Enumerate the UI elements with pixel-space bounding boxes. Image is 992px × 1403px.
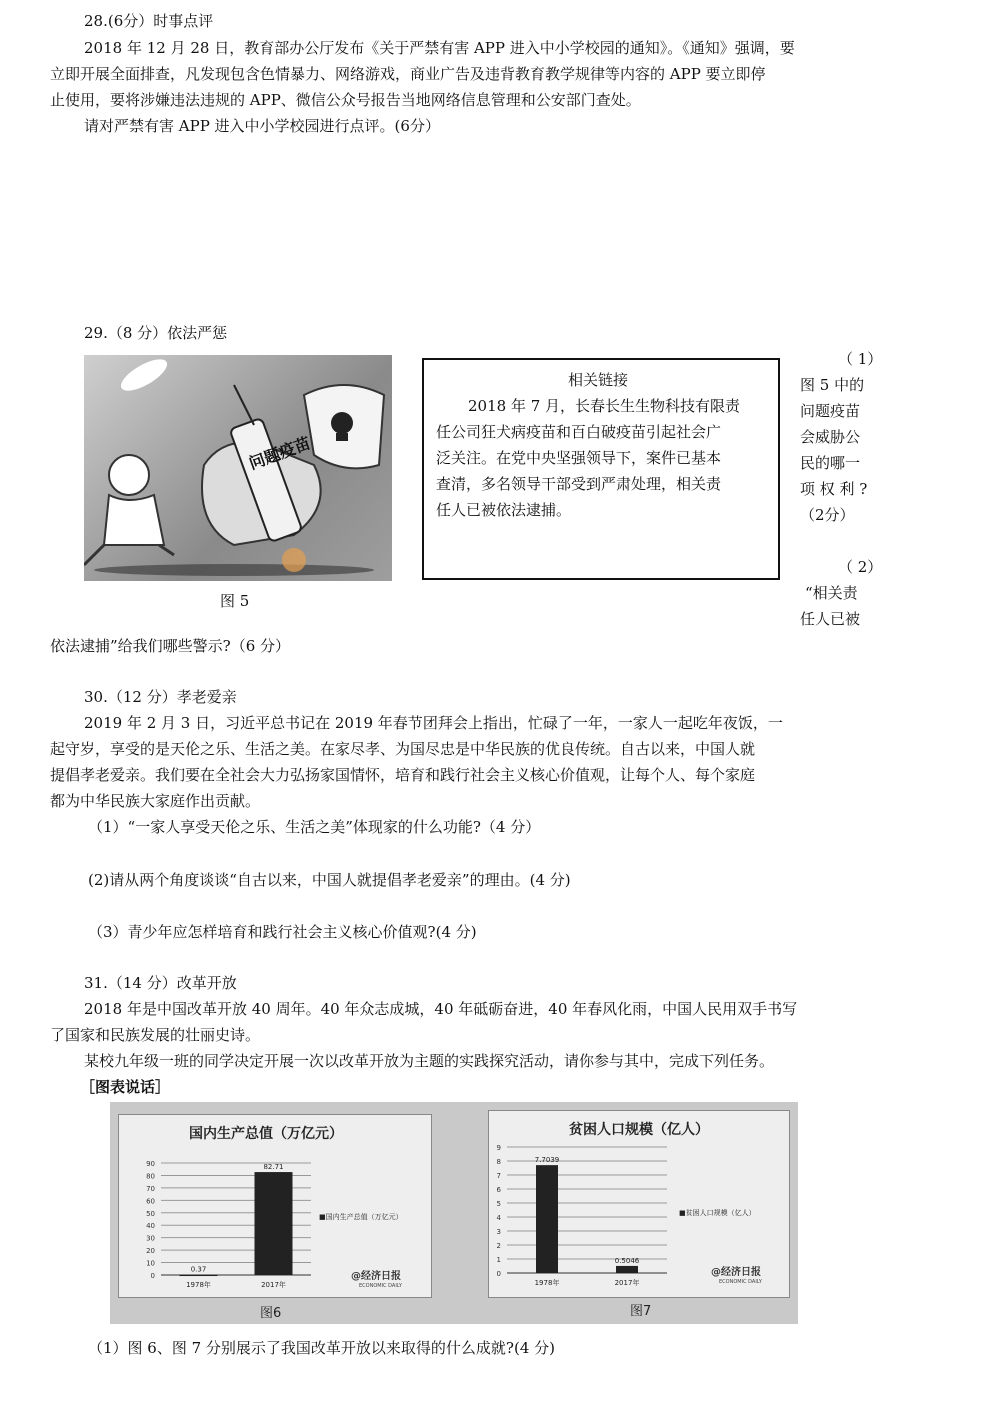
y-tick-label: 80 — [146, 1172, 155, 1181]
y-tick-label: 6 — [496, 1186, 501, 1194]
y-tick-label: 4 — [496, 1214, 501, 1222]
bar — [180, 1275, 218, 1277]
q30-line-1: 2019 年 2 月 3 日，习近平总书记在 2019 年春节团拜会上指出，忙碌了一年，一家人一起吃年夜饭，一 — [84, 714, 783, 732]
bar — [536, 1165, 558, 1273]
q30-sub-1: （1）“一家人享受天伦之乐、生活之美”体现家的什么功能?（4 分） — [88, 818, 541, 836]
y-tick-label: 8 — [496, 1158, 501, 1166]
q28-line-1: 2018 年 12 月 28 日，教育部办公厅发布《关于严禁有害 APP 进入中小学校园的通知》。《通知》强调，要 — [84, 39, 795, 57]
figure-5-cartoon — [84, 355, 392, 581]
charts-photo — [110, 1102, 798, 1324]
q28-heading: 28.(6分）时事点评 — [84, 12, 214, 30]
y-tick-label: 20 — [146, 1247, 155, 1256]
y-tick-label: 1 — [496, 1256, 501, 1264]
related-link-line-3: 泛关注。在党中央坚强领导下，案件已基本 — [436, 449, 722, 467]
related-link-line-4: 查清，多名领导干部受到严肃处理，相关责 — [436, 475, 722, 493]
vaccine-cartoon-illustration — [84, 355, 392, 581]
q30-line-4: 都为中华民族大家庭作出贡献。 — [50, 792, 261, 810]
y-tick-label: 5 — [496, 1200, 501, 1208]
x-tick-label: 2017年 — [261, 1281, 286, 1289]
y-tick-label: 3 — [496, 1228, 501, 1236]
chart-gdp-title: 国内生产总值（万亿元） — [189, 1126, 343, 1142]
y-tick-label: 0 — [496, 1270, 501, 1278]
q29-side-6: 项 权 利 ? — [800, 480, 868, 498]
chart-gdp-plot — [119, 1115, 431, 1297]
q28-line-2: 立即开展全面排查，凡发现包含色情暴力、网络游戏，商业广告及违背教育教学规律等内容的 APP 要立即停 — [50, 65, 766, 83]
q31-section-title: ［图表说话］ — [80, 1078, 171, 1096]
bar-value-label: 82.71 — [263, 1163, 284, 1172]
bar-value-label: 0.37 — [190, 1265, 207, 1274]
q30-heading: 30.（12 分）孝老爱亲 — [84, 688, 237, 706]
related-link-title: 相关链接 — [568, 371, 629, 389]
related-link-line-1: 2018 年 7 月，长春长生生物科技有限责 — [468, 397, 741, 415]
y-tick-label: 90 — [146, 1160, 155, 1168]
q29-side-3: 问题疫苗 — [800, 402, 861, 420]
y-tick-label: 9 — [496, 1144, 501, 1152]
watermark-subtext: ECONOMIC DAILY — [719, 1279, 762, 1285]
bar-value-label: 0.5046 — [614, 1256, 640, 1265]
y-tick-label: 50 — [146, 1209, 155, 1218]
y-tick-label: 70 — [146, 1184, 155, 1193]
x-tick-label: 1978年 — [534, 1279, 560, 1287]
q29-side-9: “相关责 — [805, 584, 858, 602]
q31-line-1: 2018 年是中国改革开放 40 周年。40 年众志成城，40 年砥砺奋进，40 年春风化雨，中国人民用双手书写 — [84, 1000, 798, 1018]
q28-question: 请对严禁有害 APP 进入中小学校园进行点评。(6分） — [84, 117, 440, 135]
legend-label: ■国内生产总值（万亿元） — [319, 1213, 403, 1221]
related-link-line-2: 任公司狂犬病疫苗和百白破疫苗引起社会广 — [436, 423, 722, 441]
chart-poverty-title: 贫困人口规模（亿人） — [569, 1122, 709, 1138]
q29-side-5: 民的哪一 — [800, 454, 861, 472]
y-tick-label: 0 — [150, 1272, 155, 1280]
q29-side-4: 会威胁公 — [800, 428, 861, 446]
y-tick-label: 40 — [146, 1222, 155, 1231]
figure-5-caption: 图 5 — [220, 592, 250, 610]
q29-side-1: （ 1） — [838, 350, 883, 368]
x-tick-label: 2017年 — [614, 1279, 640, 1287]
watermark-subtext: ECONOMIC DAILY — [359, 1283, 402, 1289]
x-tick-label: 1978年 — [186, 1281, 211, 1289]
bar-value-label: 7.7039 — [534, 1156, 560, 1165]
q31-line-2: 了国家和民族发展的壮丽史诗。 — [50, 1026, 261, 1044]
chart-poverty-card — [488, 1110, 790, 1298]
related-link-line-5: 任人已被依法逮捕。 — [436, 501, 572, 519]
q28-line-3: 止使用，要将涉嫌违法违规的 APP、微信公众号报告当地网络信息管理和公安部门查处。 — [50, 91, 641, 109]
bar — [616, 1266, 638, 1273]
chart-poverty-plot — [489, 1111, 789, 1297]
q31-line-3: 某校九年级一班的同学决定开展一次以改革开放为主题的实践探究活动，请你参与其中，完成下列任务。 — [84, 1052, 775, 1070]
q30-sub-2: (2)请从两个角度谈谈“自古以来，中国人就提倡孝老爱亲”的理由。(4 分) — [88, 871, 571, 889]
q29-side-10: 任人已被 — [800, 610, 861, 628]
q30-line-3: 提倡孝老爱亲。我们要在全社会大力弘扬家国情怀，培育和践行社会主义核心价值观，让每个人、每个家庭 — [50, 766, 756, 784]
chart-poverty-caption: 图7 — [630, 1304, 652, 1319]
q30-sub-3: （3）青少年应怎样培育和践行社会主义核心价值观?(4 分) — [88, 923, 477, 941]
q30-line-2: 起守岁，享受的是天伦之乐、生活之美。在家尽孝、为国尽忠是中华民族的优良传统。自古以来，中国人就 — [50, 740, 756, 758]
q29-heading: 29.（8 分）依法严惩 — [84, 324, 228, 342]
chart-gdp-caption: 图6 — [260, 1306, 282, 1321]
watermark-text: @经济日报 — [351, 1271, 401, 1282]
legend-label: ■贫困人口规模（亿人） — [679, 1209, 756, 1217]
q29-side-2: 图 5 中的 — [800, 376, 865, 394]
related-link-box — [422, 358, 780, 580]
y-tick-label: 10 — [146, 1259, 155, 1268]
q31-sub-1: （1）图 6、图 7 分别展示了我国改革开放以来取得的什么成就?(4 分) — [88, 1339, 555, 1357]
chart-gdp-card — [118, 1114, 432, 1298]
watermark-text: @经济日报 — [711, 1267, 761, 1278]
q29-tail: 依法逮捕”给我们哪些警示?（6 分） — [50, 637, 291, 655]
y-tick-label: 30 — [146, 1234, 155, 1243]
bar — [255, 1172, 293, 1275]
q29-side-8: （ 2） — [838, 558, 883, 576]
y-tick-label: 2 — [496, 1242, 501, 1250]
q29-side-7: （2分） — [800, 506, 855, 524]
y-tick-label: 7 — [496, 1172, 501, 1180]
y-tick-label: 60 — [146, 1197, 155, 1206]
cartoon-syringe-label: 问题疫苗 — [246, 433, 313, 474]
q31-heading: 31.（14 分）改革开放 — [84, 974, 237, 992]
